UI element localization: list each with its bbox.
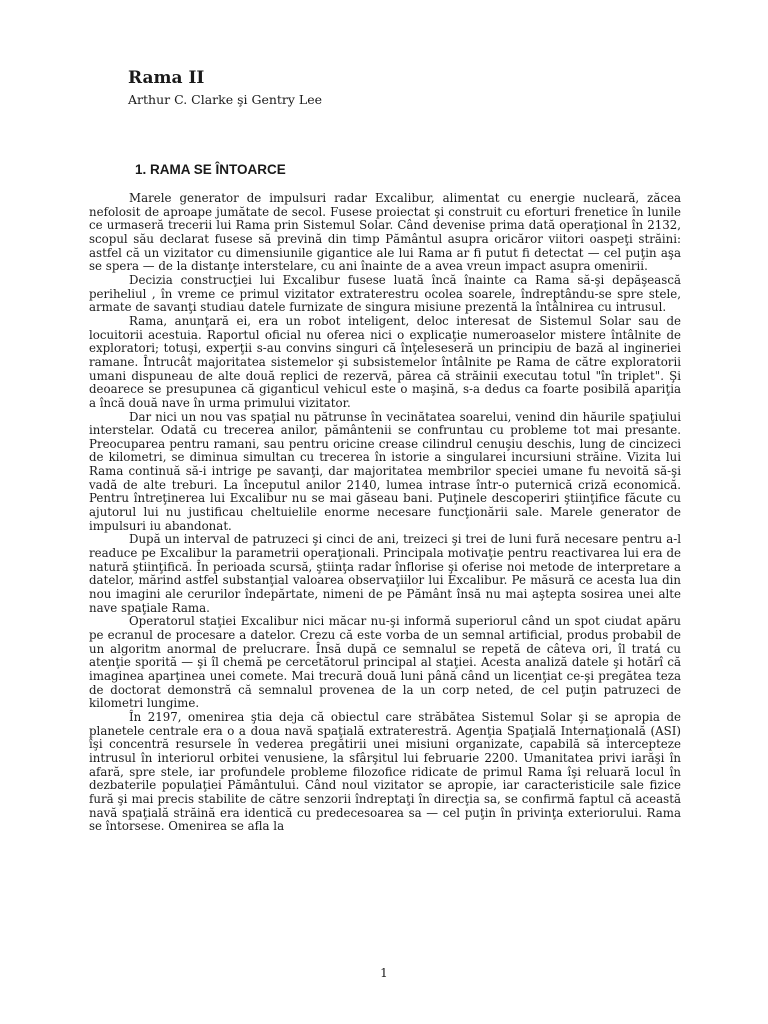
paragraph: Decizia construcţiei lui Excalibur fusese luată încă înainte ca Rama să-şi depăşească periheliul , în vreme ce primul vizitator extraterestru ocolea soarele, îndreptându-se spre stele, armate de savanţi studiau datele furnizate de singura misiune prezentă la întâlnirea cu intrusul. <box>89 272 681 315</box>
paragraph: În 2197, omenirea ştia deja că obiectul care străbătea Sistemul Solar şi se apropia de planetele centrale era o a doua navă spaţială extraterestră. Agenţia Spaţială Internaţională (ASI) îşi concentră resursele în vederea pregătirii unei misiuni organizate, capabilă să intercepteze intrusul în interiorul orbitei venusiene, la sfârşitul lui februarie 2200. Umanitatea privi iarăşi în afară, spre stele, iar profundele probleme filozofice ridicate de primul Rama îşi reluară locul în dezbaterile populaţiei Pământului. Când noul vizitator se apropie, iar caracteristicile sale fizice fură şi mai precis stabilite de către senzorii îndreptaţi în direcţia sa, se confirmă faptul că această navă spaţială străină era identică cu predecesoarea sa — cel puţin în privinţa exteriorului. Rama se întorsese. Omenirea se afla la <box>89 709 681 834</box>
paragraph: Operatorul staţiei Excalibur nici măcar nu-şi informă superiorul când un spot ciudat apăru pe ecranul de procesare a datelor. Crezu că este vorba de un semnal artificial, produs probabil de un algoritm anormal de prelucrare. Însă după ce semnalul se repetă de câteva ori, îl tratá cu atenţie sporită — şi îl chemă pe cercetătorul principal al staţiei. Acesta analiză datele şi hotărî că imaginea aparţinea unei comete. Mai trecură două luni până când un licenţiat ce-şi pregătea teza de doctorat demonstră că semnalul provenea de la un corp neted, de cel puţin patruzeci de kilometri lungime. <box>89 614 681 711</box>
chapter-heading: 1. RAMA SE ÎNTOARCE <box>135 162 286 177</box>
paragraph: Marele generator de impulsuri radar Excalibur, alimentat cu energie nucleară, zăcea nefolosit de aproape jumătate de secol. Fusese proiectat şi construit cu eforturi frenetice în lunile ce urmaseră trecerii lui Rama prin Sistemul Solar. Când devenise prima dată operaţional în 2132, scopul său declarat fusese să prevină din timp Pământul asupra oricăror viitori oaspeţi străini: astfel că un vizitator cu dimensiunile gigantice ale lui Rama ar fi putut fi detectat — cel puţin aşa se spera — de la distanţe interstelare, cu ani înainte de a avea vreun impact asupra omenirii. <box>89 191 681 274</box>
chapter-body <box>89 192 681 834</box>
paragraph: Rama, anunţară ei, era un robot inteligent, deloc interesat de Sistemul Solar sau de locuitorii acestuia. Raportul oficial nu oferea nici o explicaţie numeroaselor mistere întâlnite de exploratori; totuşi, experţii s-au convins singuri că înţeleseseră un principiu de bază al ingineriei ramane. Întrucât majoritatea sistemelor şi subsistemelor întâlnite pe Rama de către exploratorii umani dispuneau de alte două replici de rezervă, părea că străinii executau totul "în triplet". Şi deoarece se presupunea că giganticul vehicul este o maşină, s-a dedus ca foarte posibilă apariţia a încă două nave în urma primului vizitator. <box>89 313 681 410</box>
paragraph: Dar nici un nou vas spaţial nu pătrunse în vecinătatea soarelui, venind din hăurile spaţiului interstelar. Odată cu trecerea anilor, pământenii se confruntau cu probleme tot mai presante. Preocuparea pentru ramani, sau pentru oricine crease cilindrul cenuşiu deschis, lung de cincizeci de kilometri, se diminua simultan cu trecerea în istorie a singularei incursiuni străine. Vizita lui Rama continuă să-i intrige pe savanţi, dar majoritatea membrilor speciei umane fu nevoită să-şi vadă de alte treburi. La începutul anilor 2140, lumea intrase într-o puternică criză economică. Pentru întreţinerea lui Excalibur nu se mai găseau bani. Puţinele descoperiri ştiinţifice făcute cu ajutorul lui nu justificau cheltuielile enorme necesare funcţionării sale. Marele generator de impulsuri iu abandonat. <box>89 409 681 533</box>
book-title: Rama II <box>128 68 205 88</box>
book-authors: Arthur C. Clarke şi Gentry Lee <box>128 92 323 107</box>
paragraph: După un interval de patruzeci şi cinci de ani, treizeci şi trei de luni fură necesare pentru a-l readuce pe Excalibur la parametrii operaţionali. Principala motivaţie pentru reactivarea lui era de natură ştiinţifică. În perioada scursă, ştiinţa radar înflorise şi oferise noi metode de interpretare a datelor, mărind astfel substanţial valoarea observaţiilor lui Excalibur. Pe măsură ce acesta lua din nou imagini ale cerurilor îndepărtate, nimeni de pe Pământ însă nu mai aştepta sosirea unei alte nave spaţiale Rama. <box>89 532 681 615</box>
page-number: 1 <box>380 966 388 980</box>
